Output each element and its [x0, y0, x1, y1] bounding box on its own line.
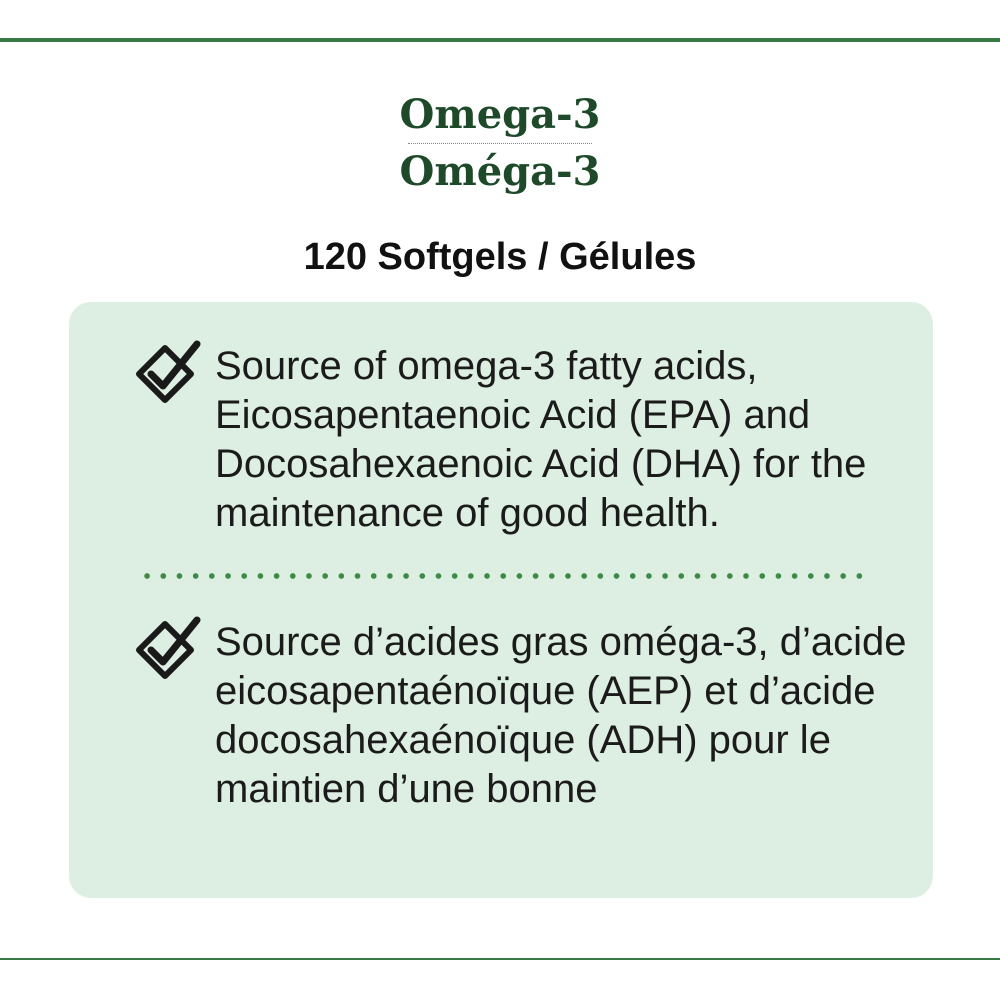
softgel-count: 120 Softgels / Gélules: [303, 236, 697, 278]
claim-text-fr: Source d’acides gras oméga-3, d’acide eicosapentaénoïque (AEP) et d’acide docosahexaénoïque (ADH) pour le maintien d’une bonne: [215, 620, 907, 811]
check-icon: [131, 338, 203, 410]
product-title-en: Omega-3: [399, 91, 601, 138]
top-rule: [0, 38, 1000, 42]
title-separator: [408, 143, 592, 144]
dotted-divider: [139, 572, 869, 580]
check-icon: [131, 614, 203, 686]
claim-text-en: Source of omega-3 fatty acids, Eicosapentaenoic Acid (EPA) and Docosahexaenoic Acid (DHA) for the maintenance of good health.: [215, 344, 867, 535]
product-title-fr: Oméga-3: [399, 148, 601, 195]
bottom-rule: [0, 958, 1000, 960]
claims-panel: [69, 302, 933, 898]
